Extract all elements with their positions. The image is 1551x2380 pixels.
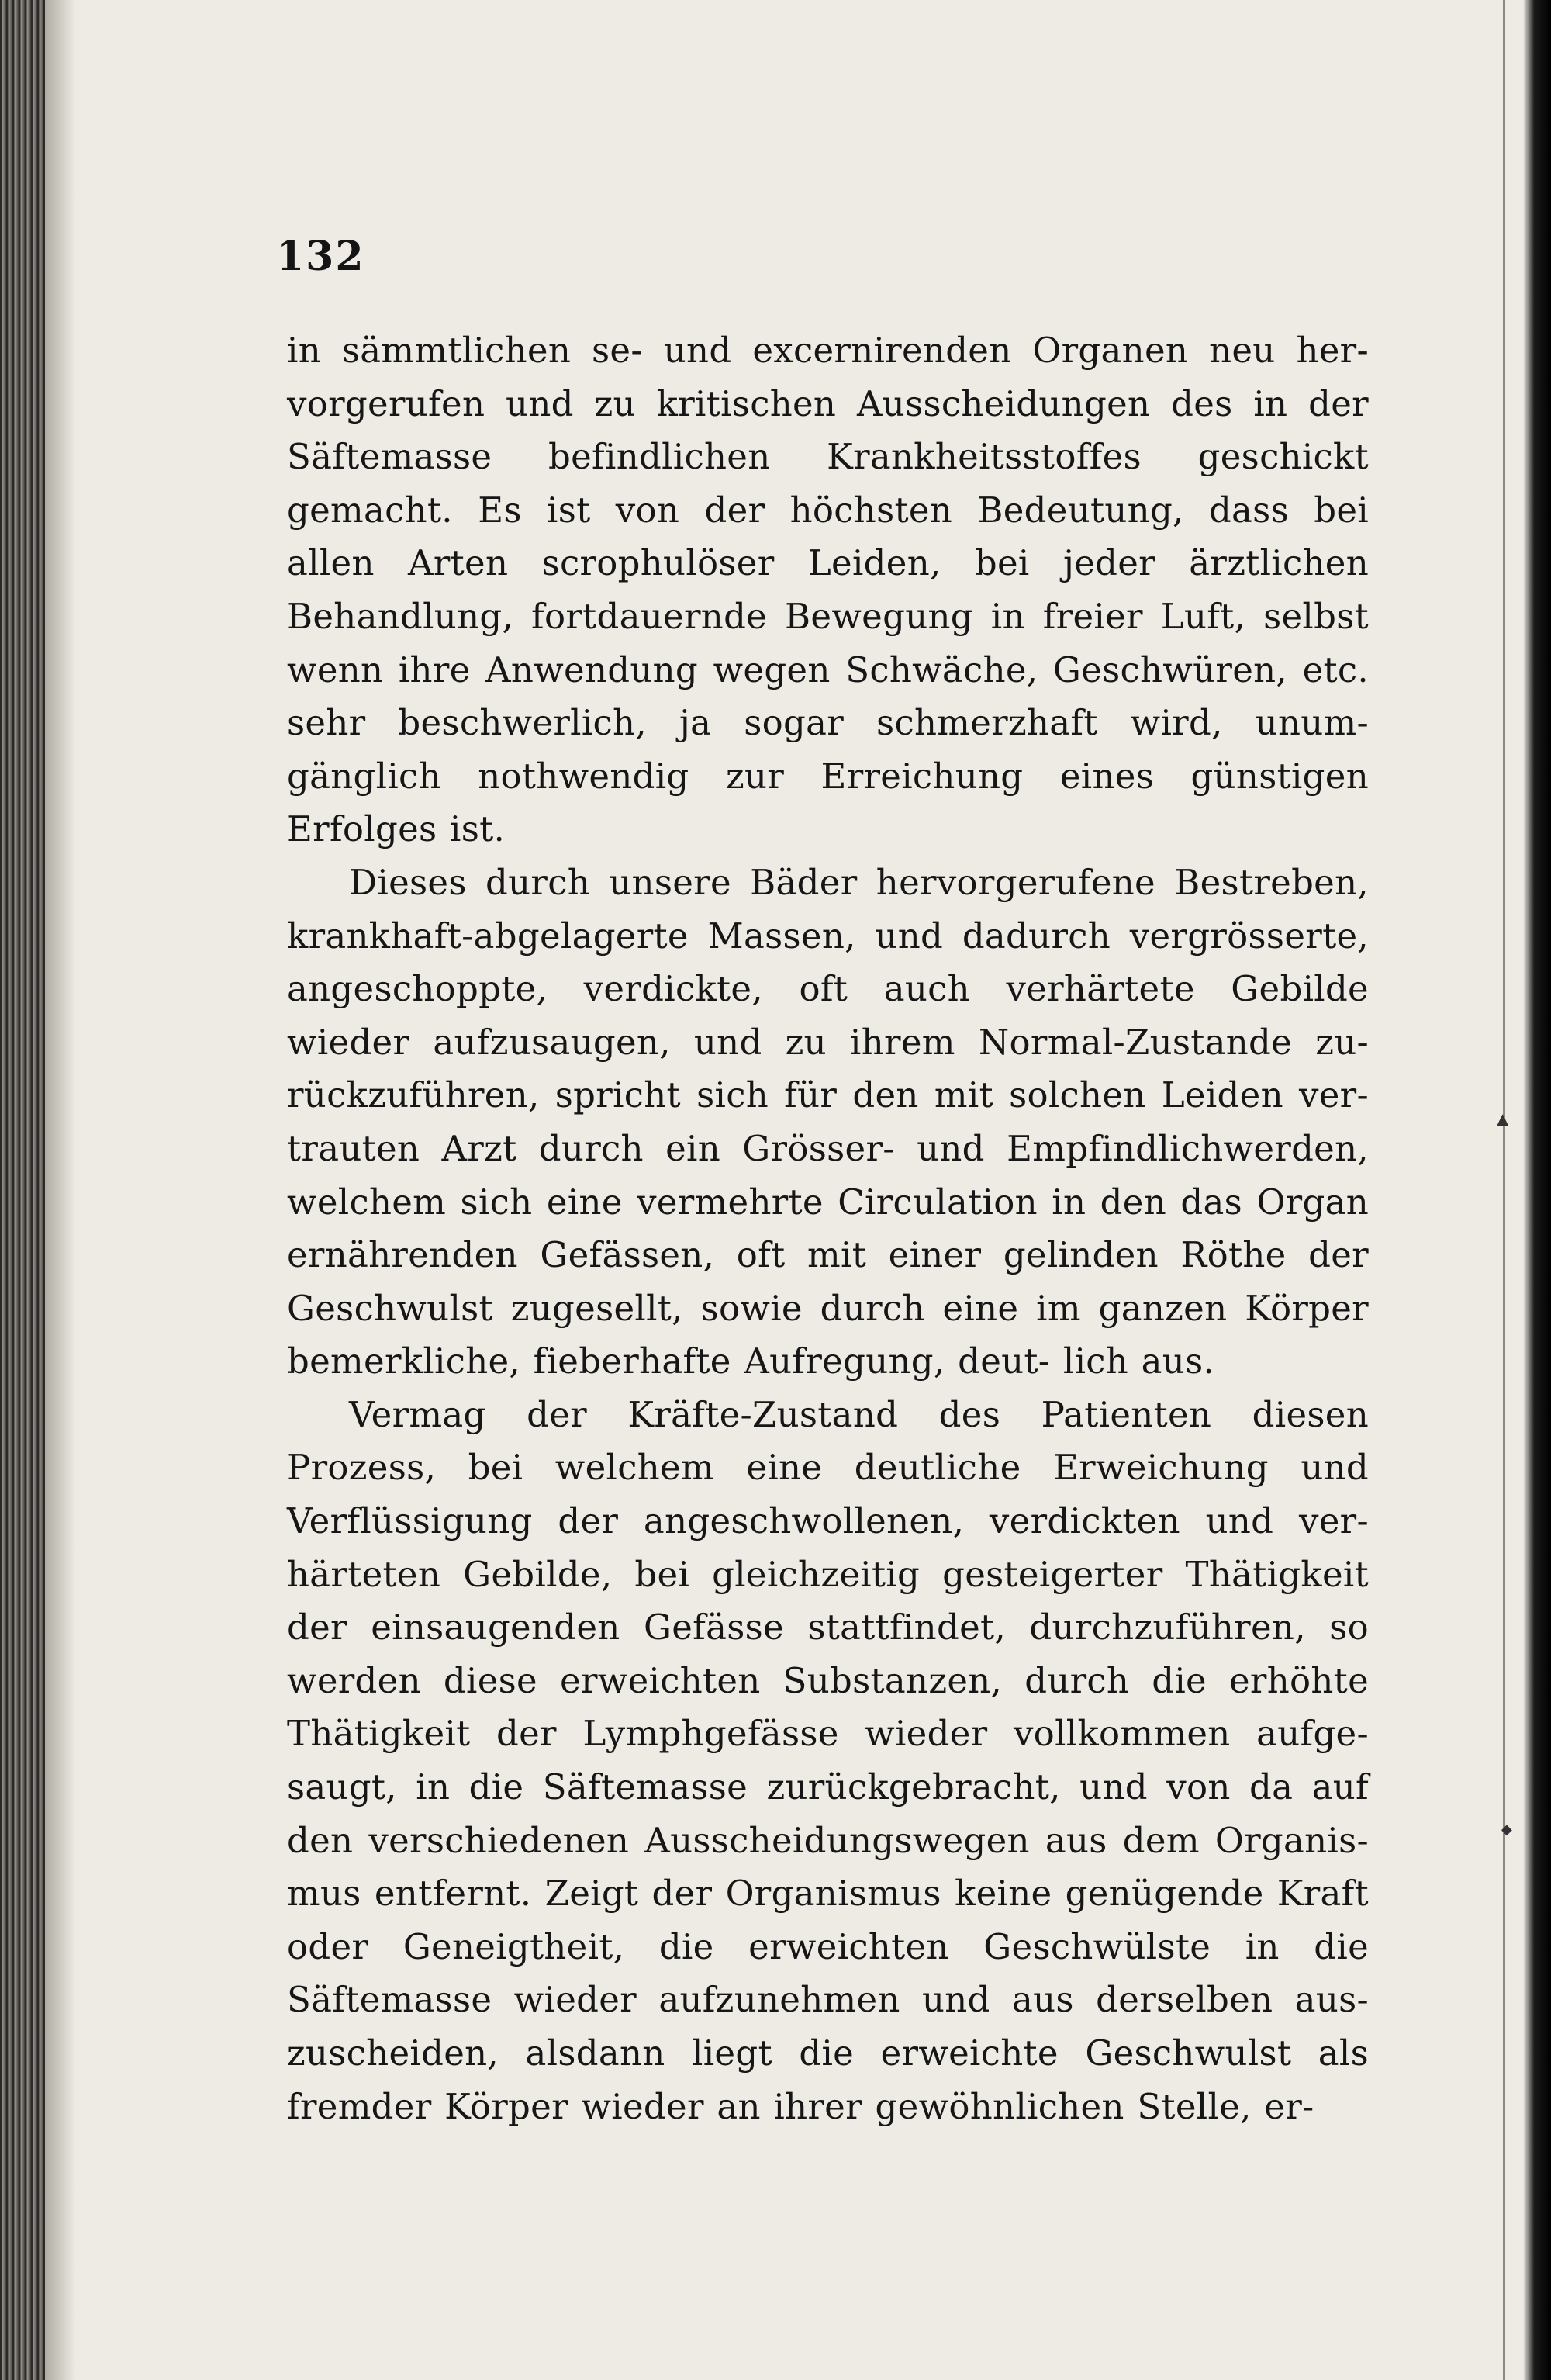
paragraph-1: in sämmtlichen se- und excernirenden Organen neu her- vorgerufen und zu kritischen Ausscheidungen des in der Säftemasse befindlichen Krankheitsstoffes geschickt gemacht. Es ist von der höchsten Bedeutung, dass bei allen Arten scrophulöser Leiden, bei jeder ärztlichen Behandlung, fortdauernde Bewegung in freier Luft, selbst wenn ihre Anwendung wegen Schwäche, Geschwüren, etc. sehr beschwerlich, ja sogar schmerzhaft wird, unum- gänglich nothwendig zur Erreichung eines günstigen Erfolges ist. — [287, 330, 1369, 850]
page-edge-line — [1503, 0, 1505, 2380]
body-text — [287, 324, 1369, 2133]
book-gutter — [0, 0, 45, 2380]
gutter-shadow — [45, 0, 76, 2380]
page-right-edge — [1523, 0, 1551, 2380]
paragraph-3: Vermag der Kräfte-Zustand des Patienten diesen Prozess, bei welchem eine deutliche Erweichung und Verflüssigung der angeschwollenen, verdickten und ver- härteten Gebilde, bei gleichzeitig gesteigerter Thätigkeit der einsaugenden Gefässe stattfindet, durchzuführen, so werden diese erweichten Substanzen, durch die erhöhte Thätigkeit der Lymphgefässe wieder vollkommen aufge- saugt, in die Säftemasse zurückgebracht, und von da auf den verschiedenen Ausscheidungswegen aus dem Organis- mus entfernt. Zeigt der Organismus keine genügende Kraft oder Geneigtheit, die erweichten Geschwülste in die Säftemasse wieder aufzunehmen und aus derselben aus- zuscheiden, alsdann liegt die erweichte Geschwulst als fremder Körper wieder an ihrer gewöhnlichen Stelle, er- — [287, 1393, 1369, 2127]
speck-mark: ▲ — [1497, 1109, 1509, 1128]
paragraph-2: Dieses durch unsere Bäder hervorgerufene Bestreben, krankhaft-abgelagerte Massen, und dadurch vergrösserte, angeschoppte, verdickte, oft auch verhärtete Gebilde wieder aufzusaugen, und zu ihrem Normal-Zustande zu- rückzuführen, spricht sich für den mit solchen Leiden ver- trauten Arzt durch ein Grösser- und Empfindlichwerden, welchem sich eine vermehrte Circulation in den das Organ ernährenden Gefässen, oft mit einer gelinden Röthe der Geschwulst zugesellt, sowie durch eine im ganzen Körper bemerkliche, fieberhafte Aufregung, deut- lich aus. — [287, 861, 1369, 1382]
page-number: 132 — [276, 233, 365, 280]
speck-mark: ◆ — [1501, 1821, 1512, 1838]
